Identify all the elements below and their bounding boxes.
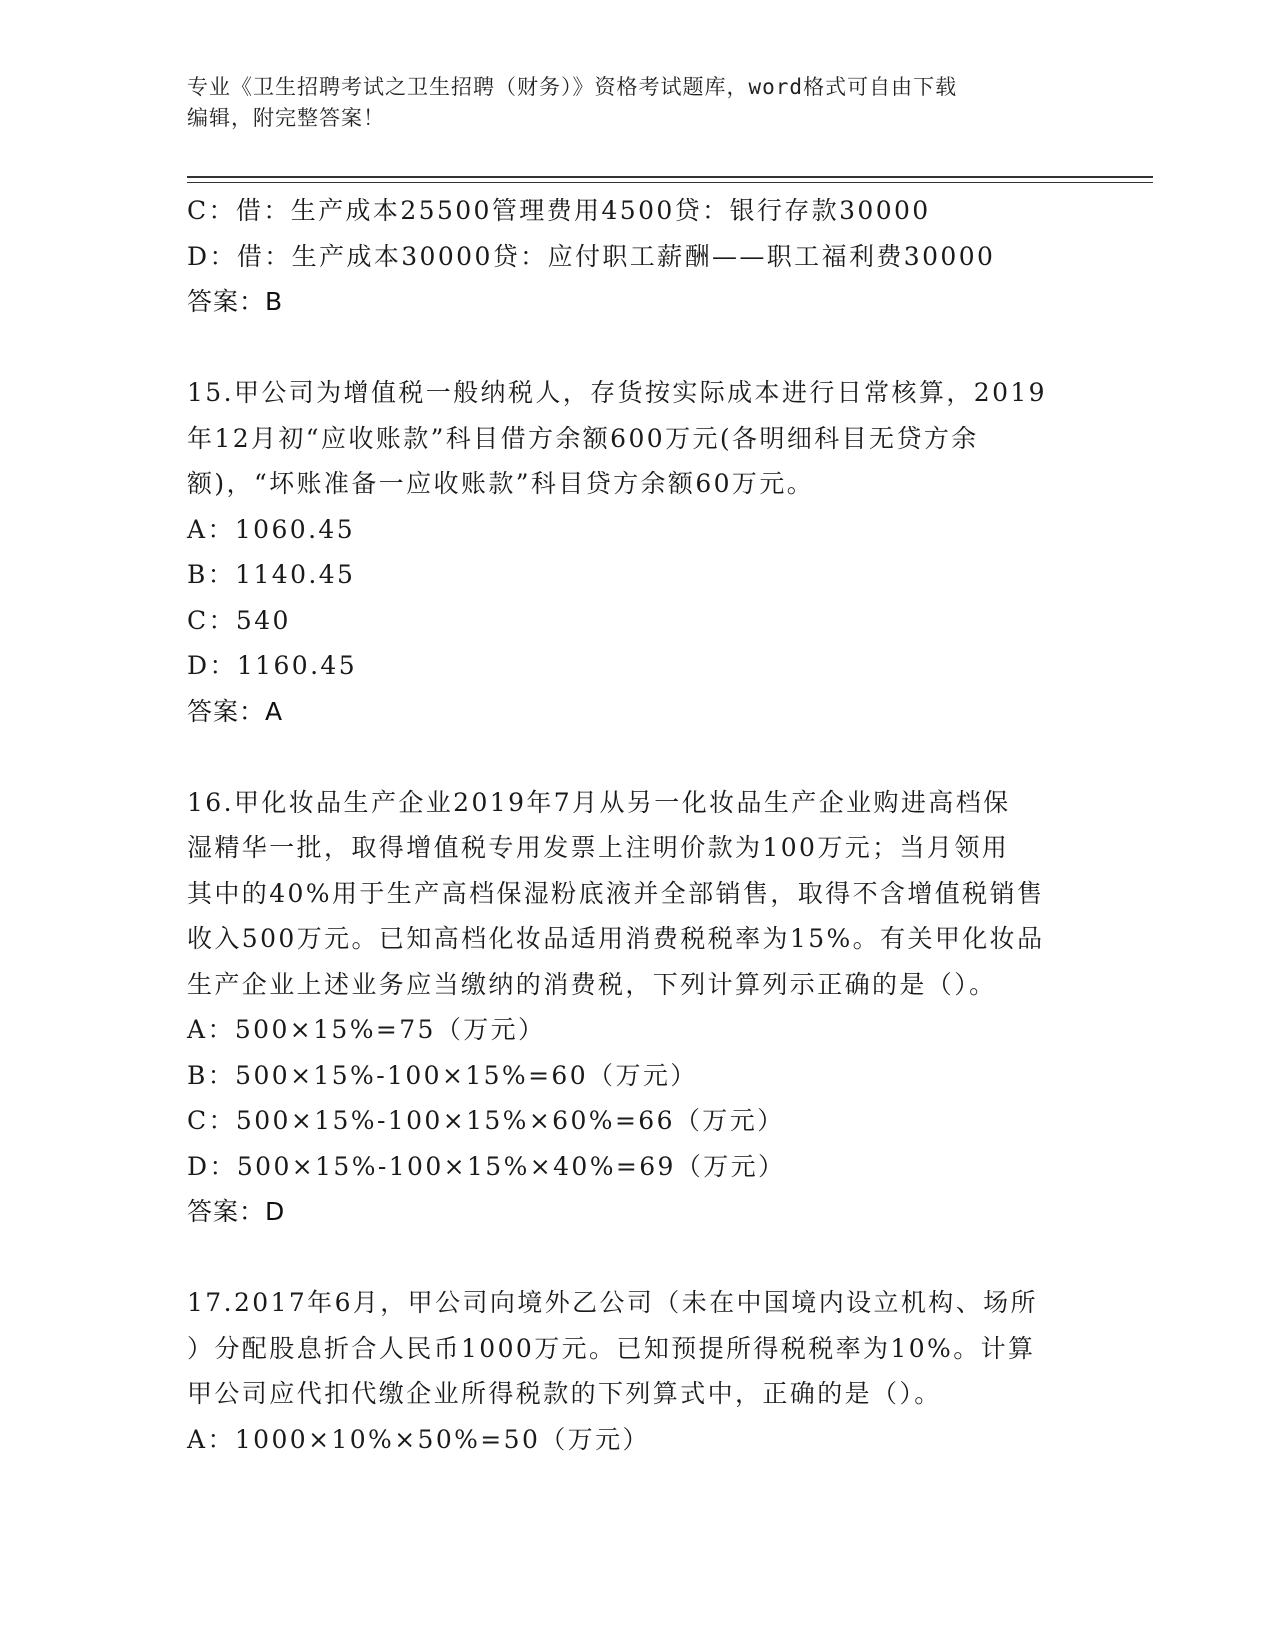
answer-line: 答案：D — [187, 1197, 286, 1226]
spacer — [187, 1235, 1087, 1281]
option-a: A：1060.45 — [187, 514, 356, 544]
question-stem-line: 17.2017年6月，甲公司向境外乙公司（未在中国境内设立机构、场所 — [187, 1288, 1038, 1317]
spacer — [187, 325, 1087, 371]
header-line-2: 编辑，附完整答案！ — [187, 106, 385, 130]
option-d: D：500×15%-100×15%×40%=69（万元） — [187, 1151, 786, 1181]
question-stem-line: 收入500万元。已知高档化妆品适用消费税税率为15%。有关甲化妆品 — [187, 924, 1045, 953]
option-b: B：1140.45 — [187, 560, 356, 589]
option-c: C：500×15%-100×15%×60%=66（万元） — [187, 1106, 785, 1135]
question-stem-line: 15.甲公司为增值税一般纳税人，存货按实际成本进行日常核算，2019 — [187, 378, 1047, 407]
answer-line: 答案：B — [187, 287, 284, 316]
question-stem-line: 湿精华一批，取得增值税专用发票上注明价款为100万元；当月领用 — [187, 833, 1010, 862]
document-header — [187, 72, 1057, 134]
header-rule-thick — [187, 176, 1153, 178]
question-stem-line: ）分配股息折合人民币1000万元。已知预提所得税税率为10%。计算 — [187, 1333, 1036, 1363]
option-d: D：1160.45 — [187, 651, 358, 680]
question-14-tail — [187, 188, 1087, 325]
question-stem-line: 其中的40%用于生产高档保湿粉底液并全部销售，取得不含增值税销售 — [187, 878, 1045, 908]
question-stem-line: 年12月初“应收账款”科目借方余额600万元(各明细科目无贷方余 — [187, 423, 979, 453]
header-rule-thin — [187, 182, 1153, 183]
option-a: A：1000×10%×50%=50（万元） — [187, 1424, 650, 1454]
question-content — [187, 188, 1087, 1462]
option-d: D：借：生产成本30000贷：应付职工薪酬——职工福利费30000 — [187, 241, 996, 271]
question-stem-line: 生产企业上述业务应当缴纳的消费税，下列计算列示正确的是（）。 — [187, 969, 997, 999]
option-c: C：540 — [187, 605, 291, 635]
header-line-1: 专业《卫生招聘考试之卫生招聘（财务）》资格考试题库，word格式可自由下载 — [187, 75, 958, 99]
option-a: A：500×15%=75（万元） — [187, 1015, 546, 1044]
question-16 — [187, 780, 1087, 1235]
spacer — [187, 734, 1087, 780]
option-b: B：500×15%-100×15%=60（万元） — [187, 1060, 698, 1090]
question-15 — [187, 370, 1087, 734]
option-c: C：借：生产成本25500管理费用4500贷：银行存款30000 — [187, 196, 931, 225]
question-17 — [187, 1280, 1087, 1462]
question-stem-line: 额)，“坏账准备一应收账款”科目贷方余额60万元。 — [187, 469, 815, 498]
answer-line: 答案：A — [187, 696, 284, 726]
question-stem-line: 甲公司应代扣代缴企业所得税款的下列算式中，正确的是（）。 — [187, 1379, 942, 1408]
question-stem-line: 16.甲化妆品生产企业2019年7月从另一化妆品生产企业购进高档保 — [187, 787, 1011, 817]
